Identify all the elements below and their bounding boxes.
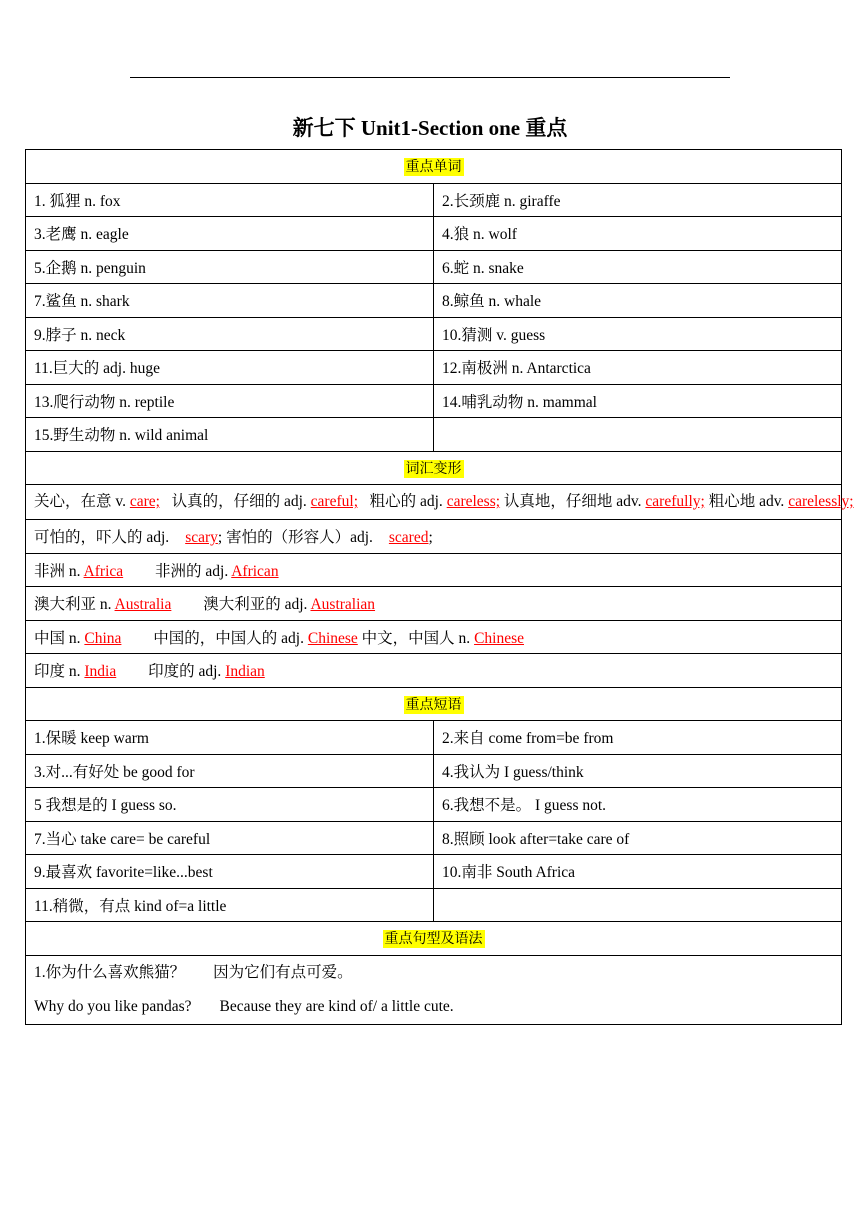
phrase-cell: 7.当心 take care= be careful bbox=[26, 821, 434, 855]
phrase-cell: 10.南非 South Africa bbox=[434, 855, 842, 889]
section-header-phrases: 重点短语 bbox=[26, 687, 842, 721]
word-cell bbox=[434, 418, 842, 452]
table-row bbox=[26, 788, 842, 822]
sentence-cell bbox=[26, 955, 842, 1024]
table-row bbox=[26, 620, 842, 654]
table-row bbox=[26, 384, 842, 418]
table-row bbox=[26, 250, 842, 284]
phrase-cell: 2.来自 come from=be from bbox=[434, 721, 842, 755]
table-row bbox=[26, 520, 842, 554]
sentence-en: Why do you like pandas? Because they are kind of/ a little cute. bbox=[34, 997, 454, 1015]
section-header-forms: 词汇变形 bbox=[26, 451, 842, 485]
word-cell: 14.哺乳动物 n. mammal bbox=[434, 384, 842, 418]
care-forms-cell: 关心，在意 v. care; 认真的，仔细的 adj. careful; 粗心的 adj. careless; 认真地，仔细地 adv. carefully; 粗心地 adv. carelessly; bbox=[26, 485, 842, 520]
table-row bbox=[26, 418, 842, 452]
phrase-cell: 5 我想是的 I guess so. bbox=[26, 788, 434, 822]
document-title: 新七下 Unit1-Section one 重点 bbox=[292, 116, 568, 140]
table-row bbox=[26, 855, 842, 889]
word-cell: 5.企鹅 n. penguin bbox=[26, 250, 434, 284]
sentence-zh: 1.你为什么喜欢熊猫？ 因为它们有点可爱。 bbox=[34, 963, 353, 981]
table-row bbox=[26, 183, 842, 217]
phrase-cell: 8.照顾 look after=take care of bbox=[434, 821, 842, 855]
australia-forms-cell: 澳大利亚 n. Australia 澳大利亚的 adj. Australian bbox=[26, 587, 842, 621]
table-row bbox=[26, 721, 842, 755]
table-row bbox=[26, 955, 842, 1024]
word-cell: 10.猜测 v. guess bbox=[434, 317, 842, 351]
word-cell: 11.巨大的 adj. huge bbox=[26, 351, 434, 385]
word-cell: 6.蛇 n. snake bbox=[434, 250, 842, 284]
table-row bbox=[26, 217, 842, 251]
word-cell: 8.鲸鱼 n. whale bbox=[434, 284, 842, 318]
table-row bbox=[26, 654, 842, 688]
table-row bbox=[26, 888, 842, 922]
table-row bbox=[26, 553, 842, 587]
table-row bbox=[26, 821, 842, 855]
word-cell: 4.狼 n. wolf bbox=[434, 217, 842, 251]
table-row bbox=[26, 351, 842, 385]
phrase-cell: 11.稍微，有点 kind of=a little bbox=[26, 888, 434, 922]
word-cell: 9.脖子 n. neck bbox=[26, 317, 434, 351]
table-row bbox=[26, 284, 842, 318]
vocabulary-table bbox=[25, 149, 854, 1025]
word-cell: 1. 狐狸 n. fox bbox=[26, 183, 434, 217]
india-forms-cell: 印度 n. India 印度的 adj. Indian bbox=[26, 654, 842, 688]
word-cell: 7.鲨鱼 n. shark bbox=[26, 284, 434, 318]
word-cell: 2.长颈鹿 n. giraffe bbox=[434, 183, 842, 217]
africa-forms-cell: 非洲 n. Africa 非洲的 adj. African bbox=[26, 553, 842, 587]
header-rule bbox=[130, 77, 730, 78]
phrase-cell: 4.我认为 I guess/think bbox=[434, 754, 842, 788]
table-row bbox=[26, 317, 842, 351]
table-row bbox=[26, 754, 842, 788]
china-forms-cell: 中国 n. China 中国的，中国人的 adj. Chinese 中文，中国人 n. Chinese bbox=[26, 620, 842, 654]
phrase-cell: 6.我想不是。 I guess not. bbox=[434, 788, 842, 822]
word-cell: 13.爬行动物 n. reptile bbox=[26, 384, 434, 418]
word-cell: 12.南极洲 n. Antarctica bbox=[434, 351, 842, 385]
word-cell: 15.野生动物 n. wild animal bbox=[26, 418, 434, 452]
table-row bbox=[26, 485, 842, 520]
table-row bbox=[26, 587, 842, 621]
phrase-cell: 3.对...有好处 be good for bbox=[26, 754, 434, 788]
phrase-cell bbox=[434, 888, 842, 922]
scary-forms-cell: 可怕的，吓人的 adj. scary; 害怕的（形容人）adj. scared; bbox=[26, 520, 842, 554]
phrase-cell: 1.保暖 keep warm bbox=[26, 721, 434, 755]
section-header-sentences: 重点句型及语法 bbox=[26, 922, 842, 956]
word-cell: 3.老鹰 n. eagle bbox=[26, 217, 434, 251]
section-header-words: 重点单词 bbox=[26, 150, 842, 184]
phrase-cell: 9.最喜欢 favorite=like...best bbox=[26, 855, 434, 889]
